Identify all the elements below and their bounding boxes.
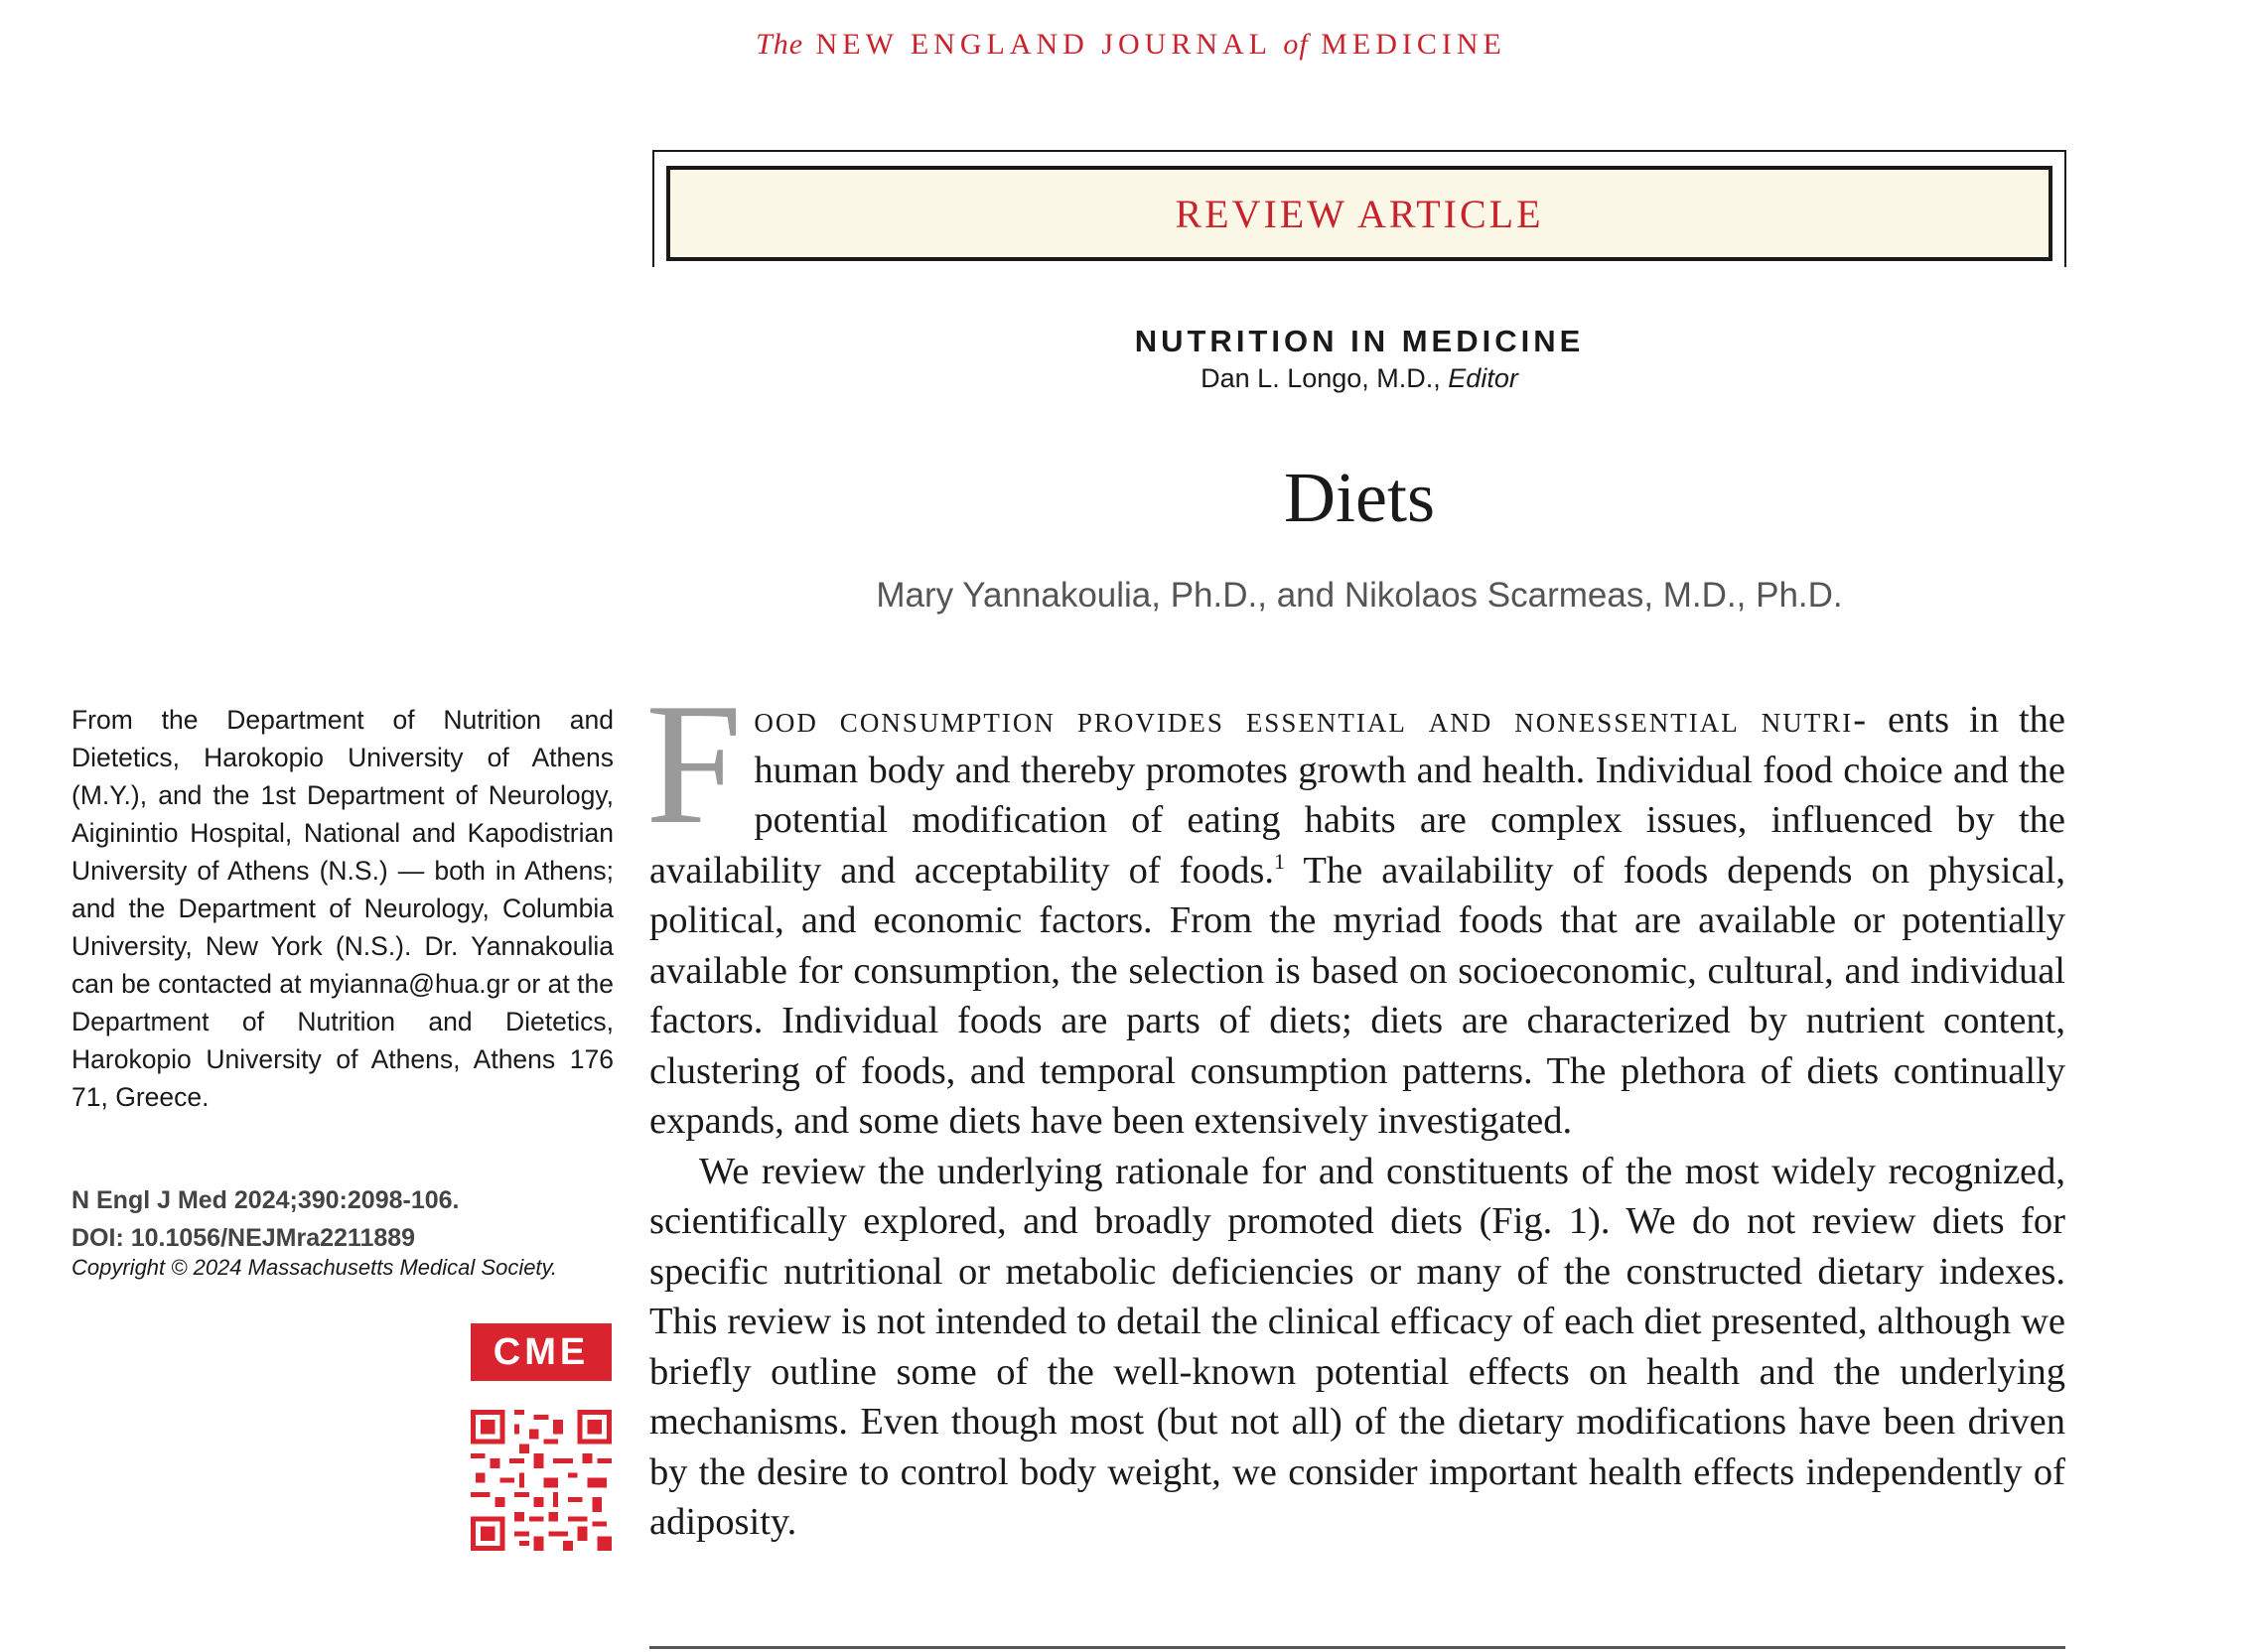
qr-code-icon[interactable] [471,1410,612,1551]
series-name: NUTRITION IN MEDICINE [1134,324,1585,358]
article-type-box [666,166,2052,261]
citation-block [71,1181,628,1257]
editor-role: Editor [1448,363,1518,393]
bottom-rule [649,1646,2065,1649]
citation: N Engl J Med 2024;390:2098-106. [71,1186,460,1214]
article-authors: Mary Yannakoulia, Ph.D., and Nikolaos Scarmeas, M.D., Ph.D. [876,576,1843,615]
article-title: Diets [1284,458,1435,537]
lead-in: ood consumption provides essential and nonessential nutri- [754,699,1869,741]
body-paragraph-1-text: ents in the human body and thereby promotes growth and health. Individual food choice and the potential modification of eating habits are complex issues, influenced by the availability and acceptability of foods. [649,699,2066,892]
journal-name-part2: MEDICINE [1321,28,1506,61]
author-affiliation: From the Department of Nutrition and Dietetics, Harokopio University of Athens (M.Y.), and the 1st Department of Neurology, Aiginintio Hospital, National and Kapodistrian University of Athens (N.S.) — both in Athens; and the Department of Neurology, Columbia University, New York (N.S.). Dr. Yannakoulia can be contacted at myianna@hua.gr or at the Department of Nutrition and Dietetics, Harokopio University of Athens, Athens 176 71, Greece. [71,705,614,1112]
body-paragraph-1 [645,667,2066,1147]
copyright: Copyright © 2024 Massachusetts Medical Society. [71,1255,558,1280]
body-paragraph-2: We review the underlying rationale for and constituents of the most widely recognized, scientifically explored, and broadly promoted diets (Fig. 1). We do not review diets for specific nutritional or metabolic deficiencies or many of the constructed dietary indexes. This review is not intended to detail the clinical efficacy of each diet presented, although we briefly outline some of the well-known potential effects on health and the underlying mechanisms. Even though most (but not all) of the dietary modifications have been driven by the desire to control body weight, we consider important health effects independently of adiposity. [649,1150,2065,1543]
drop-cap: F [645,667,743,860]
journal-prefix: The [756,28,804,61]
body-paragraph-1-end: The availability of foods depends on physical, political, and economic factors. From the myriad foods that are available or potentially available for consumption, the selection is based on socioeconomic, cultural, and individual factors. Individual foods are parts of diets; diets are characterized by nutrient content, clustering of foods, and temporal consumption patterns. The plethora of diets continually expands, and some diets have been extensively investigated. [649,849,2065,1142]
journal-of: of [1283,28,1309,61]
article-type-label: REVIEW ARTICLE [1175,191,1544,236]
doi-link[interactable]: DOI: 10.1056/NEJMra2211889 [71,1224,416,1252]
editor-name: Dan L. Longo, M.D., [1201,363,1441,393]
journal-masthead [0,28,2262,62]
article-body [645,667,2066,1548]
article-type-banner [652,150,2066,267]
journal-name-part1: NEW ENGLAND JOURNAL [815,28,1271,61]
cme-badge[interactable]: CME [471,1323,612,1381]
series-editor [652,363,2066,394]
reference-1-link[interactable]: 1 [1273,848,1285,874]
